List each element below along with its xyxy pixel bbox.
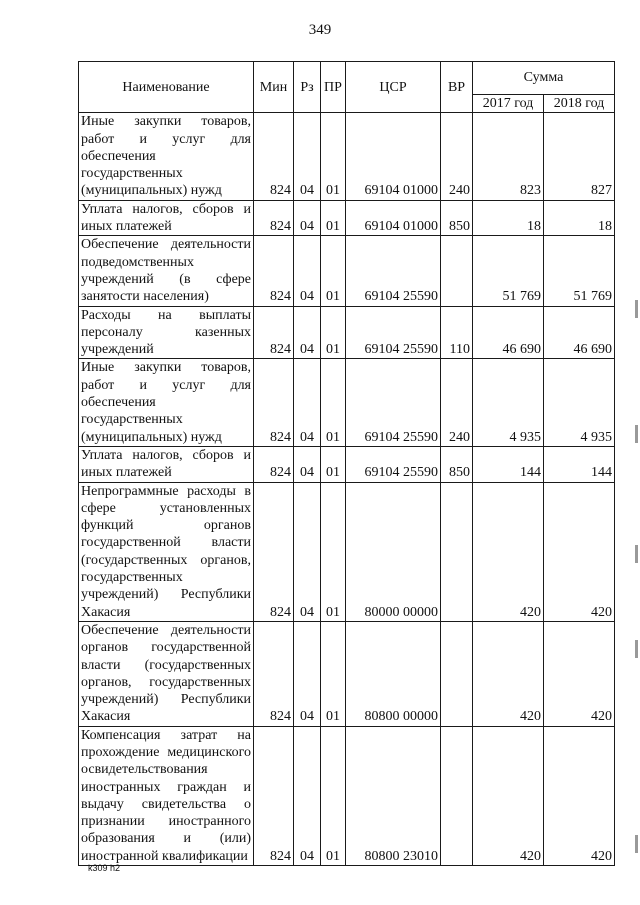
table-row	[79, 113, 615, 200]
row-pr: 01	[321, 726, 346, 865]
row-name: Обеспечение деятельности подведомственных учреждений (в сфере занятости населения)	[79, 236, 254, 306]
scan-edge-mark	[635, 545, 638, 563]
row-sum-2018: 420	[544, 621, 615, 726]
header-rz: Рз	[294, 62, 321, 113]
row-pr: 01	[321, 200, 346, 236]
row-pr: 01	[321, 306, 346, 359]
table-row	[79, 482, 615, 621]
row-rz: 04	[294, 200, 321, 236]
row-sum-2018: 420	[544, 482, 615, 621]
table-row	[79, 359, 615, 446]
row-pr: 01	[321, 446, 346, 482]
row-sum-2017: 46 690	[473, 306, 544, 359]
row-rz: 04	[294, 482, 321, 621]
row-sum-2017: 420	[473, 726, 544, 865]
row-csr: 69104 01000	[346, 113, 441, 200]
row-sum-2017: 18	[473, 200, 544, 236]
row-vr: 850	[441, 446, 473, 482]
row-name: Иные закупки товаров, работ и услуг для обеспечения государственных (муниципальных) нужд	[79, 359, 254, 446]
row-sum-2018: 51 769	[544, 236, 615, 306]
row-min: 824	[254, 726, 294, 865]
table-row	[79, 306, 615, 359]
table-row	[79, 236, 615, 306]
row-vr: 240	[441, 359, 473, 446]
row-csr: 80800 00000	[346, 621, 441, 726]
header-csr: ЦСР	[346, 62, 441, 113]
row-name: Уплата налогов, сборов и иных платежей	[79, 200, 254, 236]
table-row	[79, 726, 615, 865]
row-rz: 04	[294, 359, 321, 446]
row-sum-2017: 823	[473, 113, 544, 200]
scan-edge-mark	[635, 835, 638, 853]
row-rz: 04	[294, 446, 321, 482]
row-rz: 04	[294, 113, 321, 200]
row-csr: 69104 25590	[346, 446, 441, 482]
row-csr: 80800 23010	[346, 726, 441, 865]
page-number: 349	[308, 22, 332, 38]
row-pr: 01	[321, 621, 346, 726]
row-name: Уплата налогов, сборов и иных платежей	[79, 446, 254, 482]
row-rz: 04	[294, 236, 321, 306]
row-sum-2018: 4 935	[544, 359, 615, 446]
header-pr: ПР	[321, 62, 346, 113]
row-vr	[441, 726, 473, 865]
row-csr: 69104 25590	[346, 306, 441, 359]
row-rz: 04	[294, 306, 321, 359]
row-vr	[441, 621, 473, 726]
row-sum-2017: 420	[473, 482, 544, 621]
row-sum-2018: 827	[544, 113, 615, 200]
row-min: 824	[254, 446, 294, 482]
row-min: 824	[254, 113, 294, 200]
row-min: 824	[254, 200, 294, 236]
row-sum-2018: 144	[544, 446, 615, 482]
row-pr: 01	[321, 359, 346, 446]
row-name: Компенсация затрат на прохождение медицинского освидетельствования иностранных граждан и выдачу свидетельства о признании иностранного образования и (или) иностранной квалификации	[79, 726, 254, 865]
row-csr: 80000 00000	[346, 482, 441, 621]
row-vr: 110	[441, 306, 473, 359]
scan-edge-mark	[635, 640, 638, 658]
header-min: Мин	[254, 62, 294, 113]
header-sum: Сумма	[473, 62, 615, 95]
header-vr: ВР	[441, 62, 473, 113]
row-sum-2017: 51 769	[473, 236, 544, 306]
table-row	[79, 200, 615, 236]
row-sum-2017: 420	[473, 621, 544, 726]
header-year-2018: 2018 год	[544, 95, 615, 113]
row-sum-2017: 4 935	[473, 359, 544, 446]
row-vr	[441, 482, 473, 621]
row-min: 824	[254, 621, 294, 726]
scan-edge-mark	[635, 425, 638, 443]
row-min: 824	[254, 306, 294, 359]
row-name: Расходы на выплаты персоналу казенных учреждений	[79, 306, 254, 359]
budget-table	[78, 61, 615, 866]
row-min: 824	[254, 482, 294, 621]
row-csr: 69104 25590	[346, 359, 441, 446]
table-row	[79, 621, 615, 726]
row-sum-2018: 18	[544, 200, 615, 236]
header-year-2017: 2017 год	[473, 95, 544, 113]
table-row	[79, 446, 615, 482]
row-csr: 69104 01000	[346, 200, 441, 236]
row-vr	[441, 236, 473, 306]
row-pr: 01	[321, 113, 346, 200]
row-min: 824	[254, 236, 294, 306]
row-sum-2017: 144	[473, 446, 544, 482]
row-name: Непрограммные расходы в сфере установленных функций органов государственной власти (государственных органов, государственных учреждений) Республики Хакасия	[79, 482, 254, 621]
row-sum-2018: 420	[544, 726, 615, 865]
row-vr: 850	[441, 200, 473, 236]
row-vr: 240	[441, 113, 473, 200]
row-name: Обеспечение деятельности органов государственной власти (государственных органов, государственных учреждений) Республики Хакасия	[79, 621, 254, 726]
row-rz: 04	[294, 621, 321, 726]
row-name: Иные закупки товаров, работ и услуг для обеспечения государственных (муниципальных) нужд	[79, 113, 254, 200]
row-pr: 01	[321, 482, 346, 621]
footer-code: k309 h2	[88, 863, 121, 873]
row-sum-2018: 46 690	[544, 306, 615, 359]
row-rz: 04	[294, 726, 321, 865]
header-name: Наименование	[79, 62, 254, 113]
row-min: 824	[254, 359, 294, 446]
row-csr: 69104 25590	[346, 236, 441, 306]
row-pr: 01	[321, 236, 346, 306]
scan-edge-mark	[635, 300, 638, 318]
